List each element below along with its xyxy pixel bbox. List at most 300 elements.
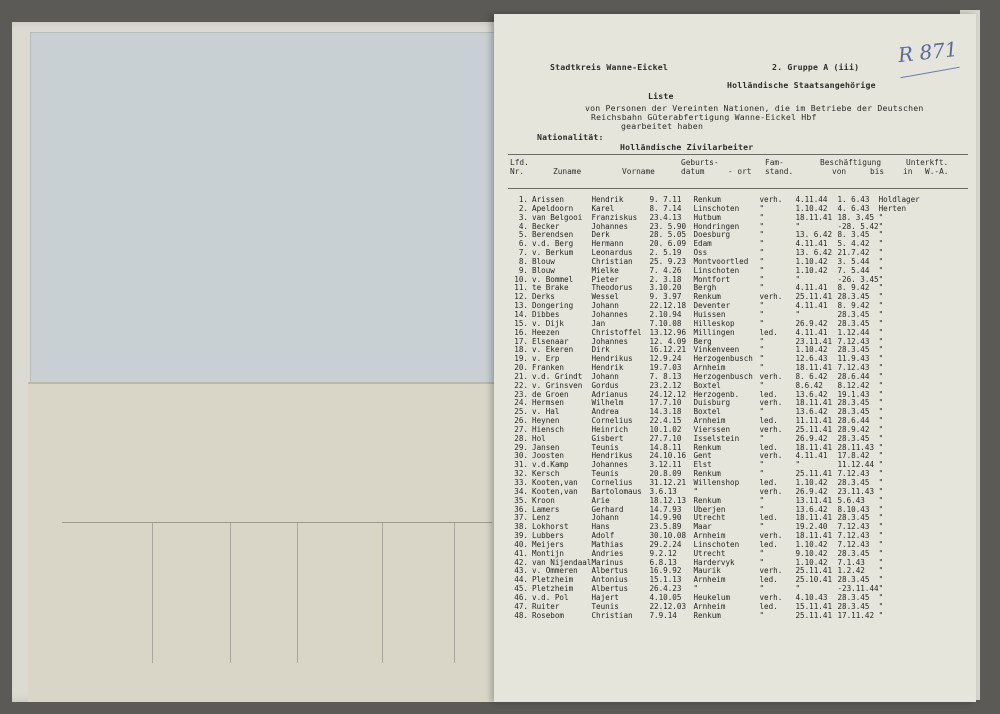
row-family-status: led. [759, 328, 778, 337]
grid-line [297, 523, 298, 663]
row-birthplace: Linschoten [693, 266, 740, 275]
row-to-date: 28.3.45 [837, 293, 870, 302]
row-surname: Meijers [532, 540, 565, 549]
table-top-rule [508, 154, 968, 155]
column-header-beschaeftigung: Beschäftigung [820, 158, 882, 167]
table-row [506, 532, 920, 541]
row-birthplace: Millingen [693, 328, 735, 337]
row-birthplace: Hutbum [693, 213, 721, 222]
row-quarters: " [878, 496, 884, 505]
row-from-date: 9.10.42 [795, 549, 828, 558]
row-from-date: 13.6.42 [795, 408, 828, 417]
row-birthdate: 2.10.94 [649, 310, 682, 319]
row-family-status: " [759, 585, 765, 594]
row-quarters: " [878, 425, 884, 434]
row-birthplace: Maar [693, 523, 712, 532]
row-family-status: " [759, 249, 765, 258]
zivilarbeiter-label: Holländische Zivilarbeiter [620, 142, 754, 152]
row-quarters: " [878, 399, 884, 408]
table-row [506, 240, 920, 249]
row-birthdate: 3.12.11 [649, 461, 682, 470]
row-from-date: 25.11.41 [795, 567, 833, 576]
row-from-date: 25.11.41 [795, 425, 833, 434]
row-to-date: 8. 9.42 [837, 302, 870, 311]
row-birthplace: Elst [693, 461, 712, 470]
row-quarters: " [878, 257, 884, 266]
description-line-1: von Personen der Vereinten Nationen, die im Betriebe der Deutschen [585, 103, 924, 113]
row-number: 33. [514, 479, 528, 487]
row-surname: van Nijendaal [532, 558, 592, 567]
row-surname: van Belgooi [532, 213, 583, 222]
row-quarters: " [878, 364, 884, 373]
row-quarters: " [878, 470, 884, 479]
row-number: 39. [514, 532, 528, 541]
column-header-in: in [903, 167, 913, 176]
row-birthplace: Montfort [693, 275, 731, 284]
row-to-date: 5. 4.42 [837, 240, 870, 249]
row-family-status: " [759, 222, 765, 231]
row-to-date: 28.3.45 [837, 549, 870, 558]
row-surname: Joosten [532, 452, 565, 461]
row-family-status: " [759, 408, 765, 417]
row-firstname: Antonius [591, 576, 629, 585]
row-to-date: 7.12.43 [837, 337, 870, 346]
row-birthplace: Arnheim [693, 602, 726, 611]
row-surname: Franken [532, 364, 565, 373]
row-to-date: 28.3.45 [837, 346, 870, 355]
row-family-status: " [759, 266, 765, 275]
table-row [506, 567, 920, 576]
table-row [506, 541, 920, 550]
row-family-status: " [759, 310, 765, 319]
row-surname: Berendsen [532, 231, 574, 240]
left-page-folded-sheet [28, 382, 502, 702]
row-to-date: 4. 6.43 [837, 204, 870, 213]
table-row [506, 470, 920, 479]
grid-line [230, 523, 231, 663]
row-firstname: Andries [591, 549, 624, 558]
row-quarters: " [878, 337, 884, 346]
row-birthplace: Renkum [693, 496, 721, 505]
row-from-date: 13. 6.42 [795, 231, 833, 240]
staat-label: Holländische Staatsangehörige [727, 80, 876, 90]
row-number: 18. [514, 346, 528, 355]
row-to-date: 28.6.44 [837, 417, 870, 426]
row-quarters: " [878, 602, 884, 611]
table-row [506, 293, 920, 302]
table-row [506, 391, 920, 400]
table-row [506, 612, 920, 621]
row-birthplace: " [693, 487, 699, 496]
row-from-date: 25.11.41 [795, 293, 833, 302]
row-number: 11. [514, 284, 528, 293]
column-header-name: Zuname [553, 167, 582, 176]
row-surname: Elsenaar [532, 337, 569, 346]
row-surname: Montijn [532, 549, 565, 558]
row-quarters: Herten [878, 204, 907, 213]
row-from-date: 18.11.41 [795, 399, 833, 408]
row-birthplace: Deventer [693, 302, 731, 311]
row-family-status: " [759, 319, 765, 328]
row-number: 28. [514, 434, 528, 443]
row-to-date: 28.6.44 [837, 372, 870, 381]
table-row [506, 329, 920, 338]
table-row [506, 479, 920, 488]
row-surname: v. Bommel [532, 275, 574, 284]
row-family-status: led. [759, 540, 778, 549]
row-birthplace: Boxtel [693, 408, 721, 417]
row-firstname: Adolf [591, 532, 615, 541]
row-birthdate: 12.9.24 [649, 355, 682, 364]
row-family-status: " [759, 364, 765, 373]
row-firstname: Johannes [591, 337, 629, 346]
row-from-date: 23.11.41 [795, 337, 833, 346]
table-row [506, 550, 920, 559]
row-surname: Jansen [532, 443, 560, 452]
row-surname: Hol [532, 434, 546, 443]
row-to-date: -23.11.44 [837, 585, 879, 594]
row-firstname: Teunis [591, 470, 619, 479]
row-firstname: Arie [591, 496, 610, 505]
row-firstname: Bartolomaus [591, 487, 642, 496]
table-row [506, 284, 920, 293]
row-number: 27. [514, 425, 528, 434]
row-number: 4. [518, 222, 528, 231]
row-surname: v.d. Pol [532, 593, 569, 602]
row-quarters: " [878, 611, 884, 620]
row-surname: v. Erp [532, 355, 560, 364]
row-from-date: 13. 6.42 [795, 249, 833, 258]
row-firstname: Johannes [591, 310, 629, 319]
row-firstname: Mielke [591, 266, 619, 275]
row-family-status: led. [759, 514, 778, 523]
row-to-date: 1. 6.43 [837, 196, 870, 204]
row-quarters: " [878, 461, 884, 470]
row-number: 37. [514, 514, 528, 523]
row-surname: v.d.Kamp [532, 461, 569, 470]
row-family-status: led. [759, 576, 778, 585]
row-birthdate: 7.9.14 [649, 611, 677, 620]
row-birthplace: Arnheim [693, 417, 726, 426]
row-birthplace: Herzogenbusch [693, 355, 753, 364]
row-from-date: 25.10.41 [795, 576, 833, 585]
row-number: 13. [514, 302, 528, 311]
row-birthplace: Utrecht [693, 549, 726, 558]
left-page-upper-sheet [30, 32, 502, 384]
row-number: 25. [514, 408, 528, 417]
row-from-date: 18.11.41 [795, 443, 833, 452]
row-birthplace: Arnheim [693, 532, 726, 541]
row-to-date: 3. 5.44 [837, 257, 870, 266]
table-row [506, 382, 920, 391]
row-surname: Rosebom [532, 611, 565, 620]
row-quarters: " [878, 266, 884, 275]
row-birthdate: 14.3.18 [649, 408, 682, 417]
table-row [506, 435, 920, 444]
row-birthdate: 27.7.10 [649, 434, 682, 443]
row-birthplace: Hondringen [693, 222, 740, 231]
row-birthplace: Linschoten [693, 204, 740, 213]
row-surname: Kersch [532, 470, 560, 479]
row-from-date: 4.10.43 [795, 593, 828, 602]
row-quarters: " [878, 549, 884, 558]
row-from-date: 4.11.41 [795, 328, 828, 337]
row-family-status: verh. [759, 487, 783, 496]
row-quarters: " [878, 434, 884, 443]
row-birthdate: 13.12.96 [649, 328, 687, 337]
table-row [506, 559, 920, 568]
row-firstname: Heinrich [591, 425, 629, 434]
row-number: 2. [518, 204, 528, 213]
row-to-date: 28.3.45 [837, 593, 870, 602]
row-from-date: 18.11.41 [795, 364, 833, 373]
table-row [506, 320, 920, 329]
row-birthplace: Montvoortled [693, 257, 749, 266]
table-row [506, 276, 920, 285]
row-birthdate: 2. 3.18 [649, 275, 682, 284]
row-birthdate: 14.8.11 [649, 443, 682, 452]
row-quarters: " [878, 532, 884, 541]
row-birthplace: Renkum [693, 443, 721, 452]
table-row [506, 444, 920, 453]
row-to-date: 28.3.45 [837, 602, 870, 611]
row-to-date: 7.12.43 [837, 470, 870, 479]
table-row [506, 514, 920, 523]
row-to-date: 21.7.42 [837, 249, 870, 258]
row-quarters: " [878, 284, 884, 293]
row-to-date: 5.6.43 [837, 496, 865, 505]
row-birthplace: Renkum [693, 293, 721, 302]
row-surname: v. Dijk [532, 319, 565, 328]
row-birthplace: Edam [693, 240, 712, 249]
row-from-date: 11.11.41 [795, 417, 833, 426]
row-to-date: 28.3.45 [837, 434, 870, 443]
row-from-date: 8.6.42 [795, 381, 823, 390]
row-family-status: " [759, 302, 765, 311]
row-from-date: 1.10.42 [795, 266, 828, 275]
row-birthdate: 18.12.13 [649, 496, 687, 505]
row-family-status: verh. [759, 452, 783, 461]
row-from-date: 4.11.41 [795, 452, 828, 461]
row-family-status: led. [759, 390, 778, 399]
row-firstname: Teunis [591, 602, 619, 611]
row-birthplace: Huissen [693, 310, 726, 319]
table-row [506, 311, 920, 320]
table-row [506, 585, 920, 594]
table-row [506, 523, 920, 532]
row-number: 43. [514, 567, 528, 576]
row-birthdate: 29.2.24 [649, 540, 682, 549]
row-surname: Pletzheim [532, 585, 574, 594]
row-family-status: " [759, 549, 765, 558]
row-birthdate: 3.10.20 [649, 284, 682, 293]
row-quarters: " [878, 372, 884, 381]
row-number: 7. [518, 249, 528, 258]
row-from-date: 13.6.42 [795, 390, 828, 399]
row-from-date: " [795, 585, 801, 594]
row-family-status: verh. [759, 196, 783, 204]
row-family-status: " [759, 204, 765, 213]
row-number: 3. [518, 213, 528, 222]
row-to-date: 28.11.43 [837, 443, 875, 452]
row-birthdate: 23.2.12 [649, 381, 682, 390]
row-birthdate: 14.7.93 [649, 505, 682, 514]
row-birthdate: 20.8.09 [649, 470, 682, 479]
row-number: 48. [514, 611, 528, 620]
row-birthdate: 9.2.12 [649, 549, 677, 558]
row-birthdate: 17.7.10 [649, 399, 682, 408]
row-to-date: 8. 3.45 [837, 231, 870, 240]
row-number: 35. [514, 496, 528, 505]
row-firstname: Johann [591, 302, 619, 311]
row-firstname: Mathias [591, 540, 624, 549]
row-quarters: " [878, 408, 884, 417]
grid-line [382, 523, 383, 663]
row-birthdate: 30.10.08 [649, 532, 687, 541]
row-number: 21. [514, 372, 528, 381]
row-from-date: 1.10.42 [795, 558, 828, 567]
row-firstname: Derk [591, 231, 610, 240]
row-quarters: " [878, 452, 884, 461]
row-number: 8. [518, 257, 528, 266]
row-birthdate: 24.10.16 [649, 452, 687, 461]
row-surname: v.d. Grindt [532, 372, 583, 381]
row-surname: v. Ommeren [532, 567, 578, 576]
row-number: 10. [514, 275, 528, 284]
row-birthplace: Berg [693, 337, 712, 346]
row-number: 34. [514, 487, 528, 496]
row-quarters: " [878, 231, 884, 240]
row-from-date: 26.9.42 [795, 319, 828, 328]
row-birthdate: 23. 5.90 [649, 222, 687, 231]
row-quarters: " [878, 540, 884, 549]
row-firstname: Johann [591, 514, 619, 523]
row-surname: Blouw [532, 257, 555, 266]
row-from-date: 13.11.41 [795, 496, 833, 505]
stadtkreis-label: Stadtkreis Wanne-Eickel [550, 62, 668, 72]
row-surname: Kooten,van [532, 479, 578, 487]
row-birthplace: Herzogenbusch [693, 372, 753, 381]
row-family-status: led. [759, 417, 778, 426]
row-surname: v.d. Berg [532, 240, 574, 249]
row-to-date: 28.9.42 [837, 425, 870, 434]
grid-line [454, 523, 455, 663]
row-from-date: 4.11.41 [795, 240, 828, 249]
row-quarters: " [878, 293, 884, 302]
row-to-date: -28. 5.42 [837, 222, 879, 231]
row-from-date: 15.11.41 [795, 602, 833, 611]
row-surname: Apeldoorn [532, 204, 574, 213]
row-quarters: " [878, 514, 884, 523]
table-row [506, 258, 920, 267]
row-number: 1. [518, 196, 528, 204]
row-surname: de Groen [532, 390, 569, 399]
row-birthplace: " [693, 585, 699, 594]
row-birthplace: Renkum [693, 196, 721, 204]
column-header-bis: bis [870, 167, 885, 176]
row-birthdate: 28. 5.05 [649, 231, 687, 240]
row-firstname: Hans [591, 523, 610, 532]
row-surname: v. Hal [532, 408, 560, 417]
row-firstname: Karel [591, 204, 615, 213]
row-number: 17. [514, 337, 528, 346]
row-firstname: Hendrik [591, 364, 624, 373]
table-row [506, 594, 920, 603]
row-from-date: 4.11.44 [795, 196, 828, 204]
row-surname: Derks [532, 293, 555, 302]
row-to-date: 19.1.43 [837, 390, 870, 399]
column-header-vorname: Vorname [622, 167, 655, 176]
row-from-date: 8. 6.42 [795, 372, 828, 381]
table-header-rule [508, 188, 968, 189]
row-firstname: Hajert [591, 593, 619, 602]
row-family-status: verh. [759, 425, 783, 434]
row-from-date: 18.11.41 [795, 213, 833, 222]
left-page [12, 22, 502, 702]
row-firstname: Marinus [591, 558, 624, 567]
row-surname: Kooten,van [532, 487, 578, 496]
row-surname: Hiensch [532, 425, 565, 434]
row-family-status: " [759, 496, 765, 505]
row-to-date: 28.3.45 [837, 310, 870, 319]
row-from-date: 25.11.41 [795, 611, 833, 620]
row-from-date: " [795, 461, 801, 470]
column-header-unterkunft: Unterkft. [906, 158, 949, 167]
row-birthdate: 12. 4.09 [649, 337, 687, 346]
row-family-status: " [759, 523, 765, 532]
row-family-status: " [759, 611, 765, 620]
row-from-date: 19.2.40 [795, 523, 828, 532]
table-row [506, 452, 920, 461]
row-birthplace: Maurik [693, 567, 721, 576]
row-number: 45. [514, 585, 528, 594]
row-birthplace: Arnheim [693, 364, 726, 373]
row-surname: te Brake [532, 284, 569, 293]
row-birthplace: Oss [693, 249, 708, 258]
row-birthdate: 4.10.05 [649, 593, 682, 602]
row-firstname: Cornelius [591, 479, 633, 487]
row-birthdate: 9. 3.97 [649, 293, 682, 302]
row-quarters: " [878, 249, 884, 258]
table-row [506, 267, 920, 276]
row-to-date: 28.3.45 [837, 514, 870, 523]
table-row [506, 205, 920, 214]
row-firstname: Hermann [591, 240, 624, 249]
row-family-status: verh. [759, 593, 783, 602]
row-number: 20. [514, 364, 528, 373]
row-to-date: 7.12.43 [837, 540, 870, 549]
row-quarters: " [878, 523, 884, 532]
row-firstname: Albertus [591, 567, 629, 576]
row-birthplace: Boxtel [693, 381, 721, 390]
row-to-date: 1.12.44 [837, 328, 870, 337]
row-to-date: 8. 9.42 [837, 284, 870, 293]
row-to-date: 28.3.45 [837, 399, 870, 408]
row-family-status: " [759, 231, 765, 240]
row-family-status: led. [759, 602, 778, 611]
row-number: 12. [514, 293, 528, 302]
nationalitaet-label: Nationalität: [537, 132, 604, 142]
row-number: 36. [514, 505, 528, 514]
row-number: 32. [514, 470, 528, 479]
row-to-date: 7.12.43 [837, 523, 870, 532]
row-quarters: " [878, 275, 884, 284]
row-quarters: " [878, 417, 884, 426]
table-row [506, 603, 920, 612]
row-firstname: Christian [591, 611, 633, 620]
description-line-2: Reichsbahn Güterabfertigung Wanne-Eickel Hbf [591, 112, 817, 122]
row-birthdate: 2. 5.19 [649, 249, 682, 258]
